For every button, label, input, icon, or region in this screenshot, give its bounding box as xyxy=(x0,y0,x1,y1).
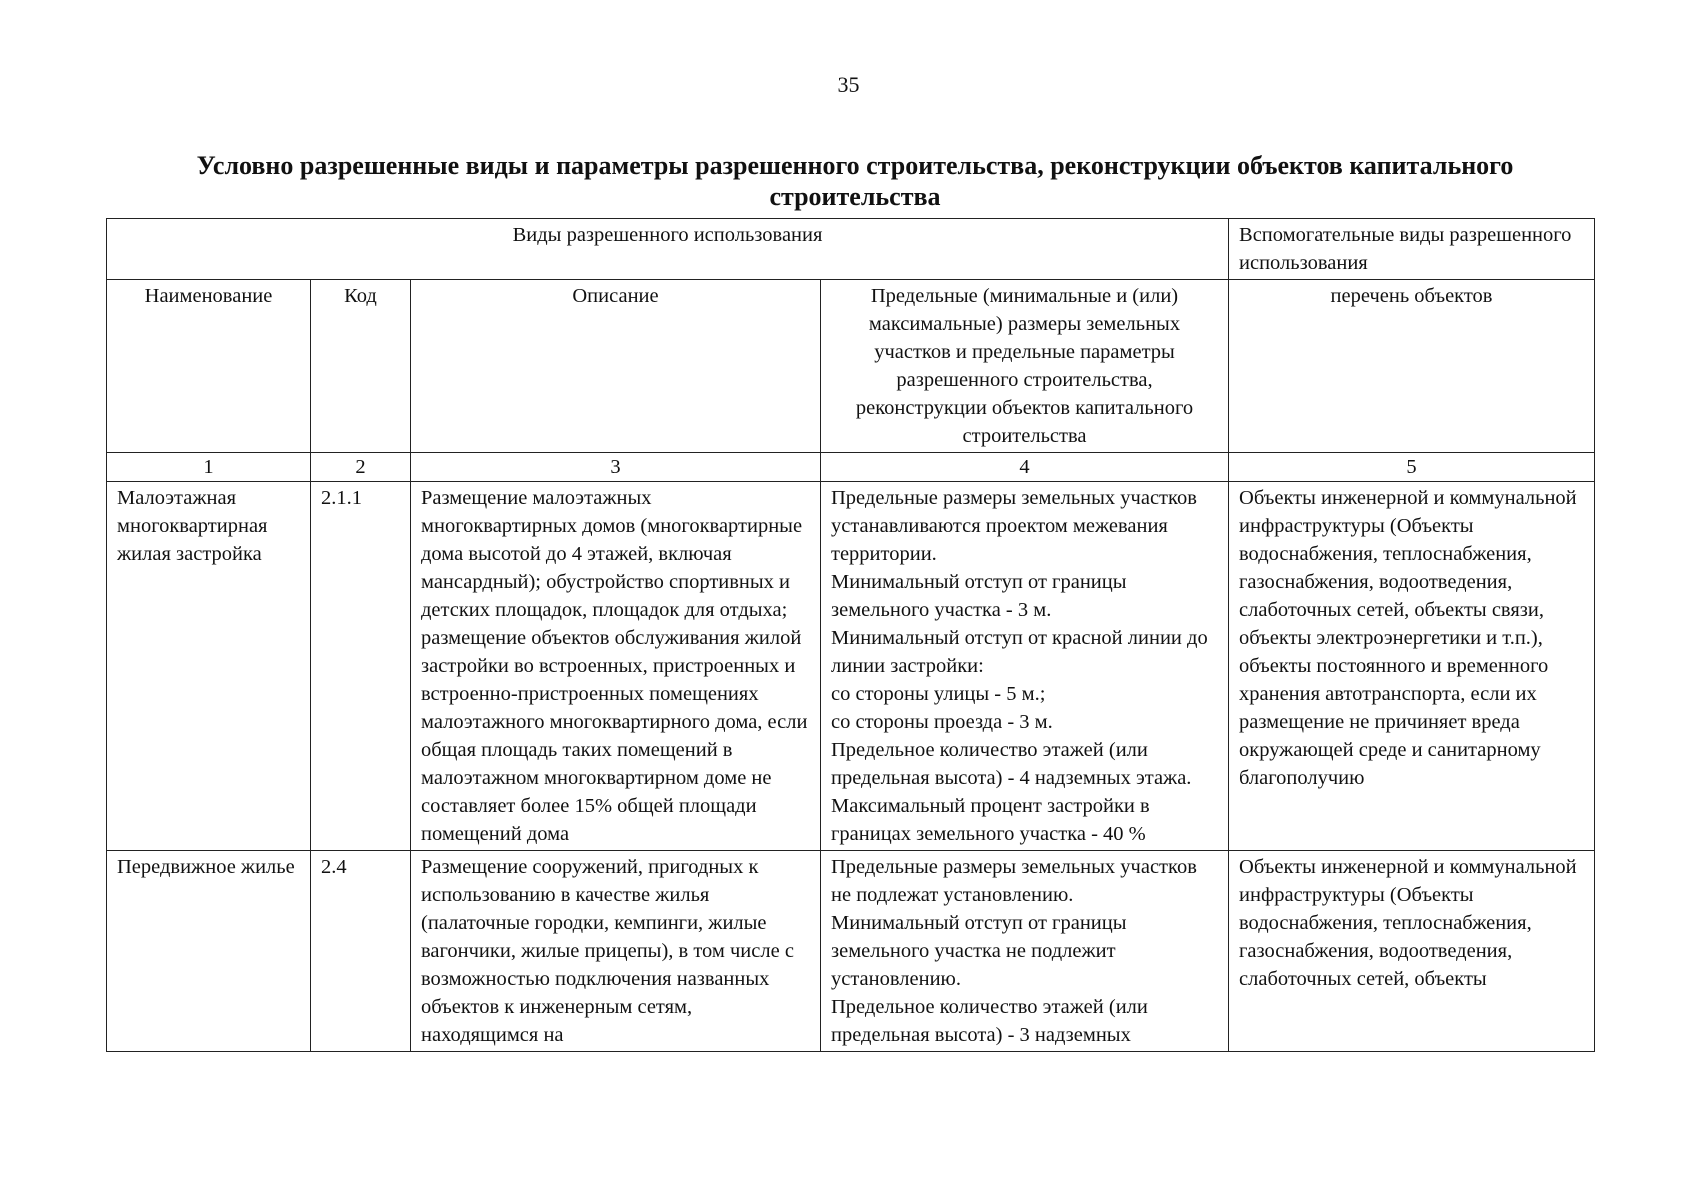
row-description: Размещение малоэтажных многоквартирных домов (многоквартирные дома высотой до 4 этажей, включая мансардный); обустройство спортивных и детских площадок, площадок для отдыха; размещение объектов обслуживания жилой застройки во встроенных, пристроенных и встроенно-пристроенных помещениях малоэтажного многоквартирного дома, если общая площадь таких помещений в малоэтажном многоквартирном доме не составляет более 15% общей площади помещений дома xyxy=(411,482,821,851)
col-number: 4 xyxy=(821,453,1229,482)
group-header-aux: Вспомогательные виды разрешенного использования xyxy=(1229,219,1595,280)
column-number-row xyxy=(107,453,1595,482)
column-header-row xyxy=(107,280,1595,453)
col-header-name: Наименование xyxy=(107,280,311,453)
row-code: 2.1.1 xyxy=(311,482,411,851)
col-number: 3 xyxy=(411,453,821,482)
row-name: Передвижное жилье xyxy=(107,851,311,1052)
row-name: Малоэтажная многоквартирная жилая застройка xyxy=(107,482,311,851)
row-aux-objects: Объекты инженерной и коммунальной инфраструктуры (Объекты водоснабжения, теплоснабжения, газоснабжения, водоотведения, слаботочных сетей, объекты xyxy=(1229,851,1595,1052)
group-header-row xyxy=(107,219,1595,280)
row-parameters: Предельные размеры земельных участков устанавливаются проектом межевания территории. Минимальный отступ от границы земельного участка - 3 м. Минимальный отступ от красной линии до линии застройки: со стороны улицы - 5 м.; со стороны проезда - 3 м. Предельное количество этажей (или предельная высота) - 4 надземных этажа. Максимальный процент застройки в границах земельного участка - 40 % xyxy=(821,482,1229,851)
col-number: 5 xyxy=(1229,453,1595,482)
col-header-code: Код xyxy=(311,280,411,453)
col-number: 1 xyxy=(107,453,311,482)
row-code: 2.4 xyxy=(311,851,411,1052)
col-header-objects: перечень объектов xyxy=(1229,280,1595,453)
row-description: Размещение сооружений, пригодных к использованию в качестве жилья (палаточные городки, кемпинги, жилые вагончики, жилые прицепы), в том числе с возможностью подключения названных объектов к инженерным сетям, находящимся на xyxy=(411,851,821,1052)
document-title: Условно разрешенные виды и параметры разрешенного строительства, реконструкции объектов капитального строительства xyxy=(196,151,1514,211)
table-row xyxy=(107,482,1595,851)
page-number: 35 xyxy=(837,72,860,97)
col-header-description: Описание xyxy=(411,280,821,453)
table-row xyxy=(107,851,1595,1052)
zoning-table xyxy=(106,218,1595,1052)
col-number: 2 xyxy=(311,453,411,482)
row-aux-objects: Объекты инженерной и коммунальной инфраструктуры (Объекты водоснабжения, теплоснабжения, газоснабжения, водоотведения, слаботочных сетей, объекты связи, объекты электроэнергетики и т.п.), объекты постоянного и временного хранения автотранспорта, если их размещение не причиняет вреда окружающей среде и санитарному благополучию xyxy=(1229,482,1595,851)
row-parameters: Предельные размеры земельных участков не подлежат установлению. Минимальный отступ от границы земельного участка не подлежит установлению. Предельное количество этажей (или предельная высота) - 3 надземных xyxy=(821,851,1229,1052)
group-header-main: Виды разрешенного использования xyxy=(107,219,1229,280)
col-header-parameters: Предельные (минимальные и (или) максимальные) размеры земельных участков и предельные параметры разрешенного строительства, реконструкции объектов капитального строительства xyxy=(821,280,1229,453)
